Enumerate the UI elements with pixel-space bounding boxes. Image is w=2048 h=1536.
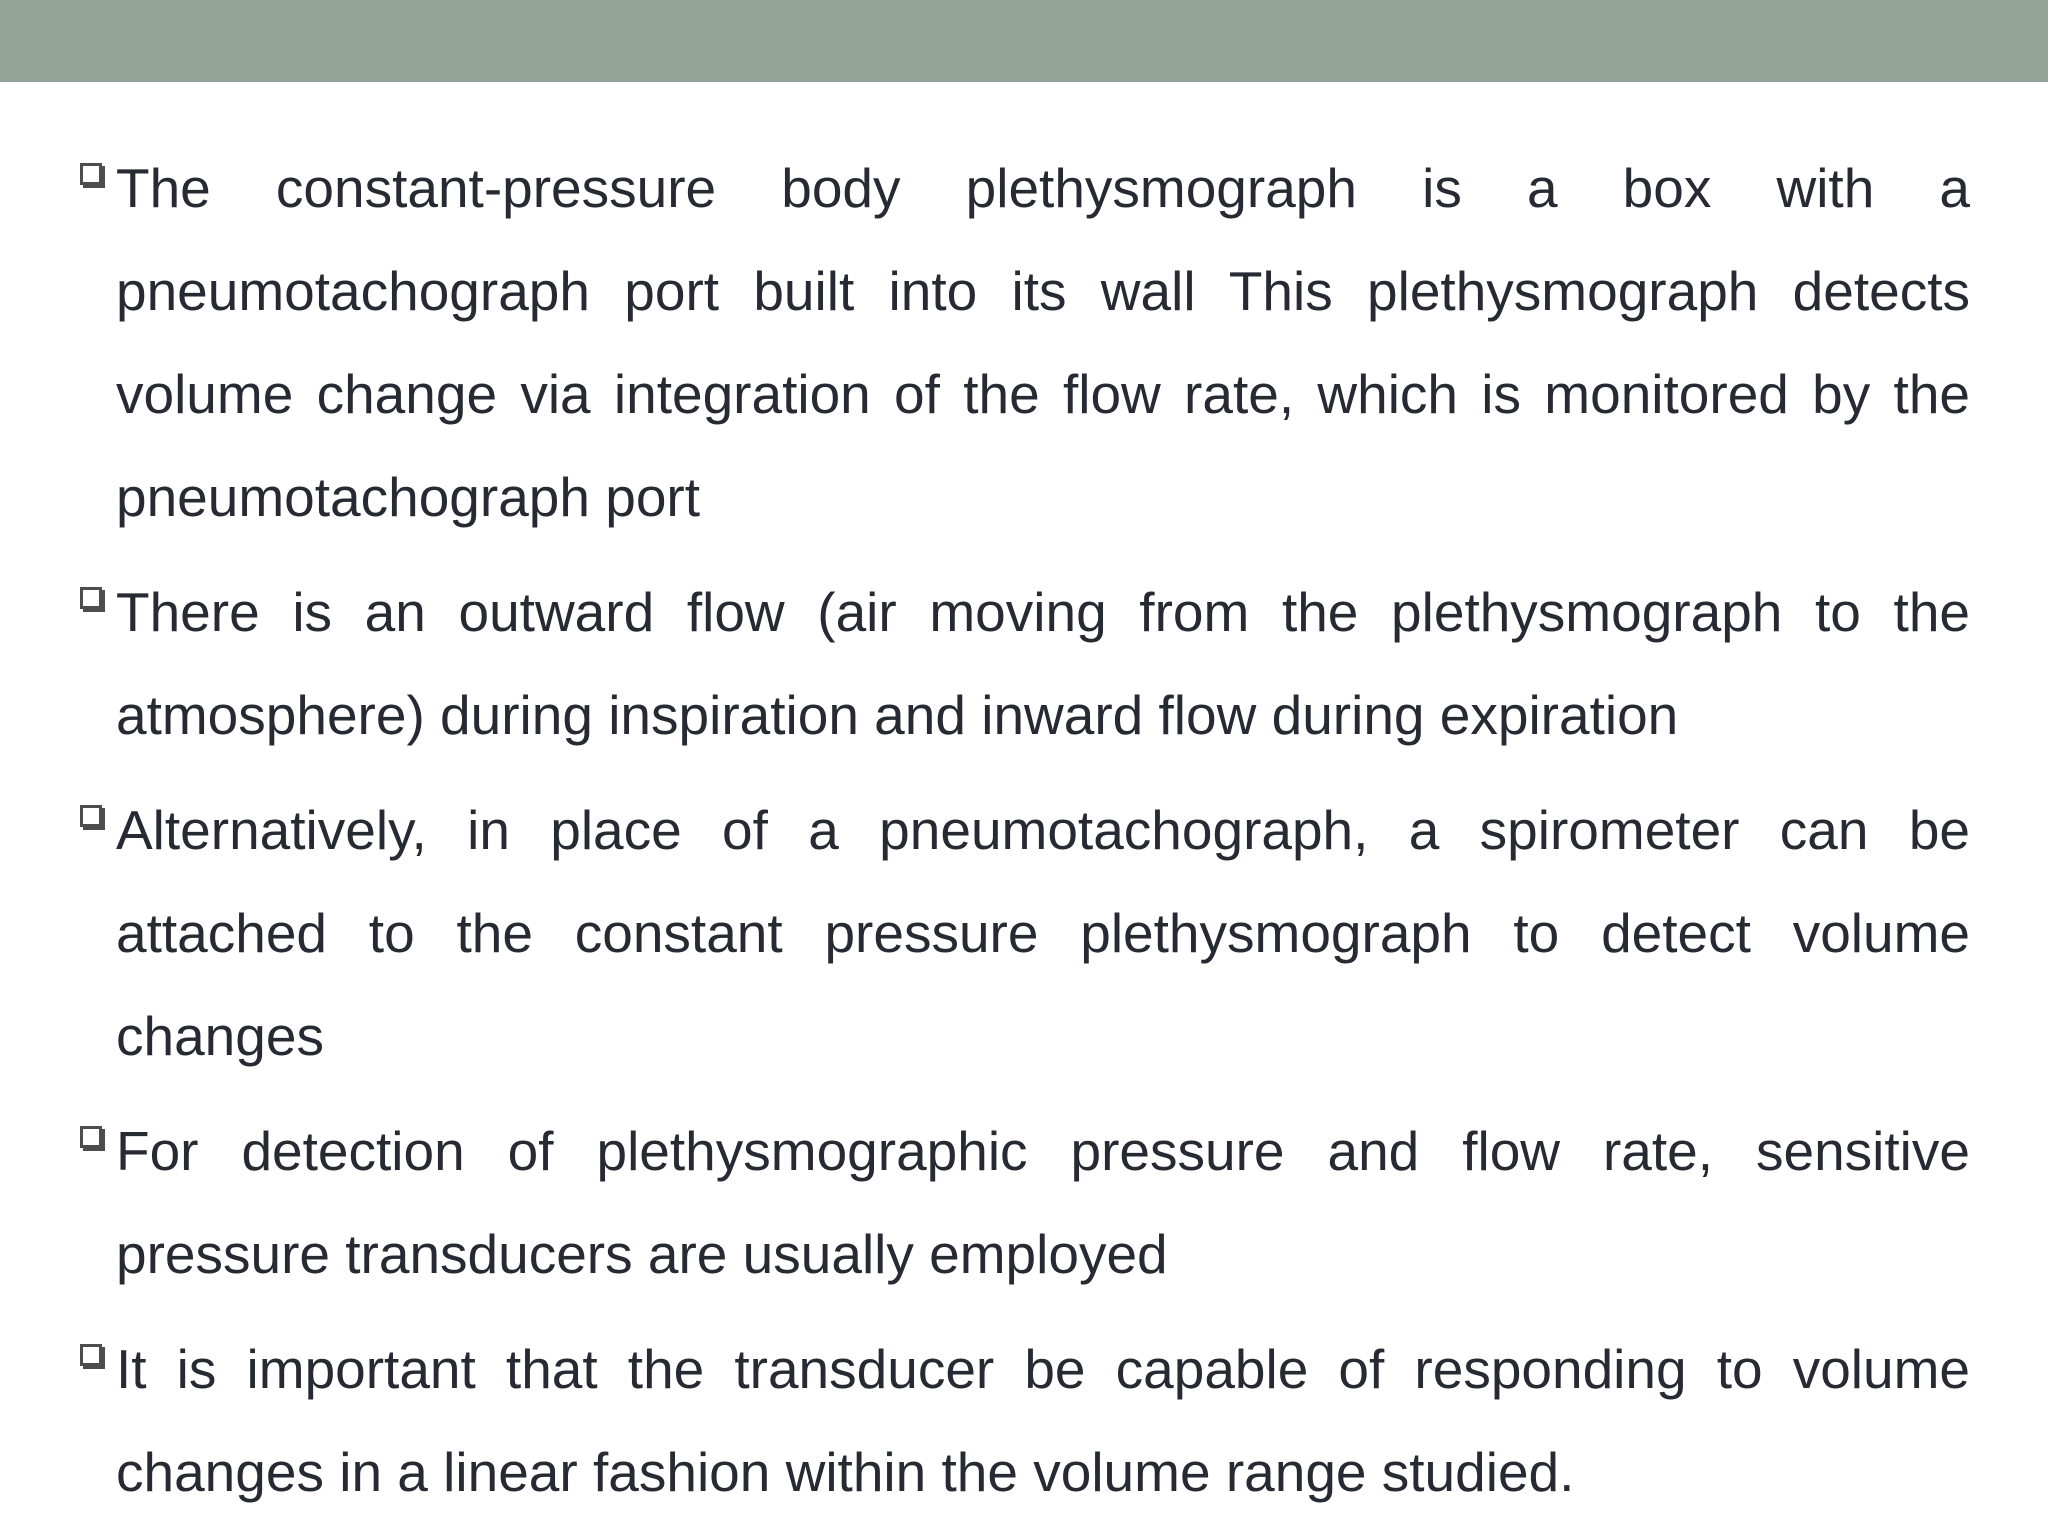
bullet-item [78,779,1970,1088]
hollow-square-bullet-icon [80,163,102,185]
bullet-text: Alternatively, in place of a pneumotachograph, a spirometer can be attached to the constant pressure plethysmograph to detect volume changes [116,799,1970,1067]
hollow-square-bullet-icon [80,1344,102,1366]
bullet-text: For detection of plethysmographic pressure and flow rate, sensitive pressure transducers are usually employed [116,1120,1970,1285]
hollow-square-bullet-icon [80,805,102,827]
bullet-item [78,561,1970,767]
bullet-text: The constant-pressure body plethysmograph is a box with a pneumotachograph port built into its wall This plethysmograph detects volume change via integration of the flow rate, which is monitored by the pneumotachograph port [116,157,1970,528]
bullet-list [78,137,1970,1536]
bullet-item [78,137,1970,549]
hollow-square-bullet-icon [80,1126,102,1148]
bullet-text: It is important that the transducer be capable of responding to volume changes in a linear fashion within the volume range studied. [116,1338,1970,1503]
bullet-item [78,1100,1970,1306]
header-bar [0,0,2048,82]
bullet-text: There is an outward flow (air moving from the plethysmograph to the atmosphere) during inspiration and inward flow during expiration [116,581,1970,746]
bullet-item [78,1318,1970,1524]
hollow-square-bullet-icon [80,587,102,609]
